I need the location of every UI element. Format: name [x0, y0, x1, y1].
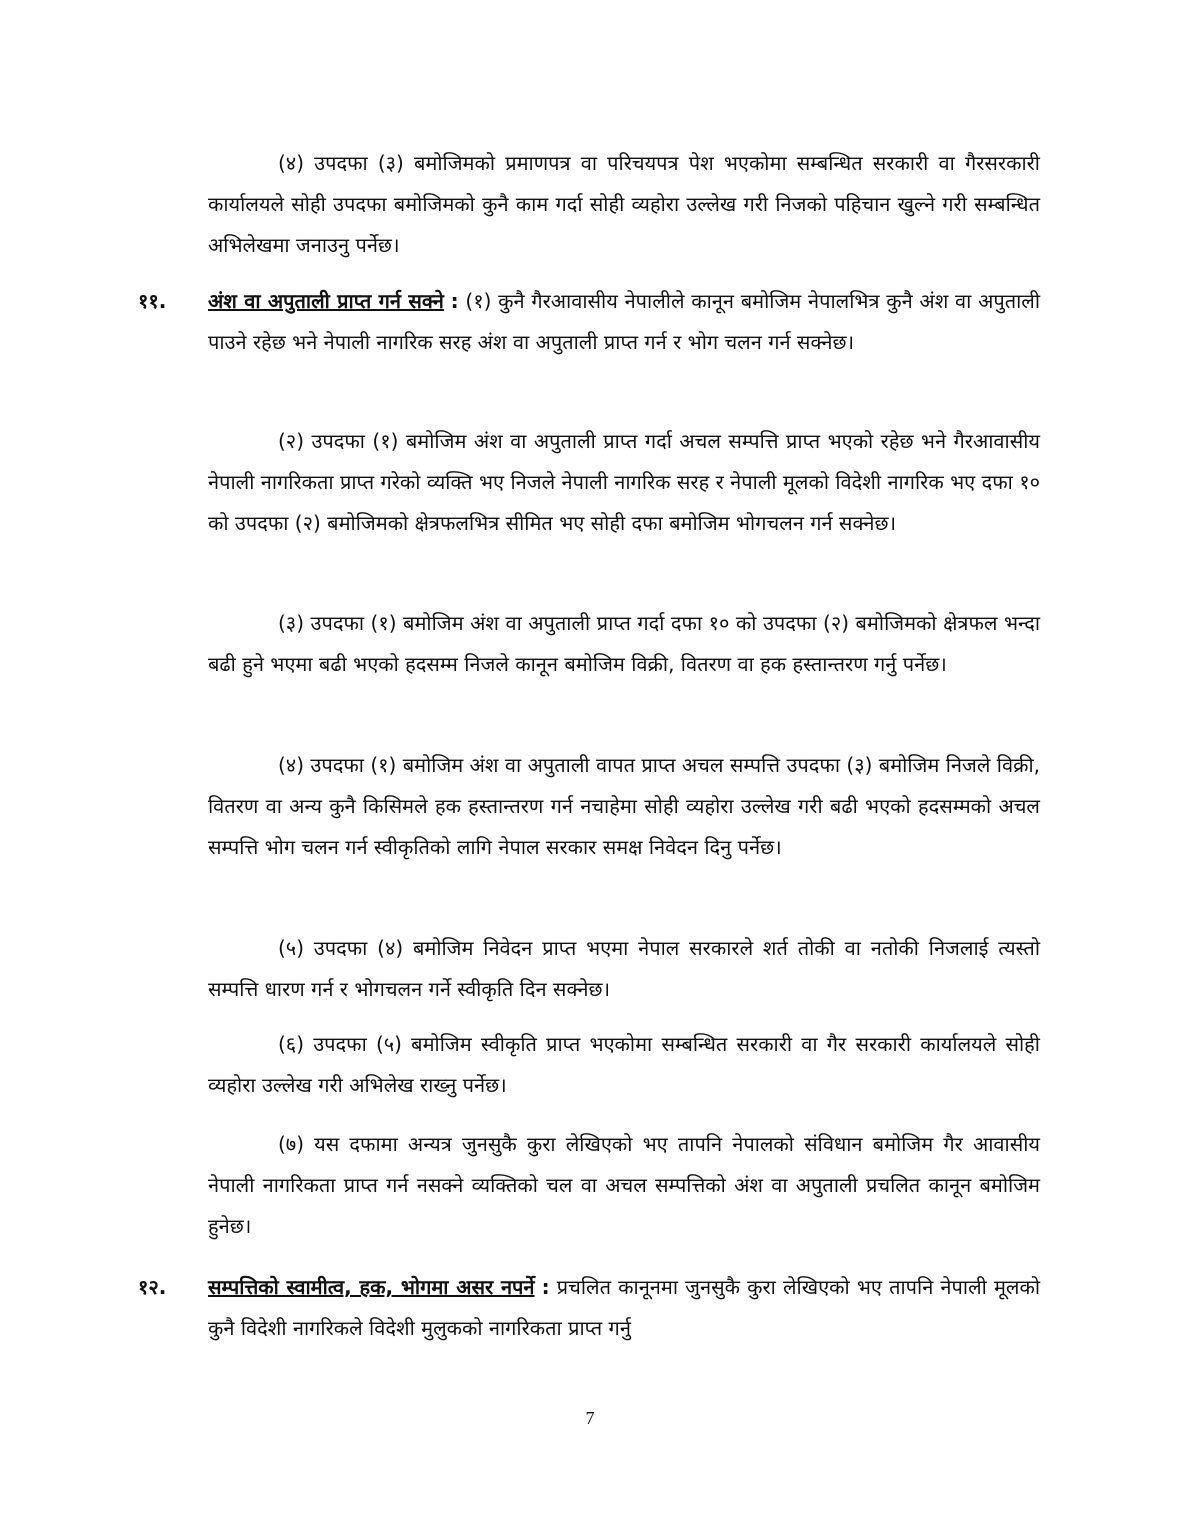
section-separator: : — [450, 289, 459, 313]
section-text: (१) कुनै गैरआवासीय नेपालीले कानून बमोजिम नेपालभित्र कुनै अंश वा अपुताली पाउने रहेछ भने नेपाली नागरिक सरह अंश वा अपुताली प्राप्त गर्न र भोग चलन गर्न सक्नेछ। — [208, 289, 1041, 354]
subsection-paragraph: (३) उपदफा (१) बमोजिम अंश वा अपुताली प्राप्त गर्दा दफा १० को उपदफा (२) बमोजिमको क्षेत्रफल भन्दा बढी हुने भएमा बढी भएको हदसम्म निजले कानून बमोजिम विक्री, वितरण वा हक हस्तान्तरण गर्नु पर्नेछ। — [208, 611, 1040, 676]
section-text: प्रचलित कानूनमा जुनसुकै कुरा लेखिएको भए तापनि नेपाली मूलको कुनै विदेशी नागरिकले विदेशी मुलुकको नागरिकता प्राप्त गर्नु — [208, 1275, 1041, 1340]
section-paragraph — [138, 281, 1041, 363]
subsection-paragraph: (५) उपदफा (४) बमोजिम निवेदन प्राप्त भएमा नेपाल सरकारले शर्त तोकी वा नतोकी निजलाई त्यस्तो सम्पत्ति धारण गर्न र भोगचलन गर्ने स्वीकृति दिन सक्नेछ। — [208, 936, 1040, 1001]
subsection-paragraph: (४) उपदफा (१) बमोजिम अंश वा अपुताली वापत प्राप्त अचल सम्पत्ति उपदफा (३) बमोजिम निजले विक्री, वितरण वा अन्य कुनै किसिमले हक हस्तान्तरण गर्न नचाहेमा सोही व्यहोरा उल्लेख गरी बढी भएको हदसम्मको अचल सम्पत्ति भोग चलन गर्न स्वीकृतिको लागि नेपाल सरकार समक्ष निवेदन दिनु पर्नेछ। — [208, 753, 1040, 859]
section-number: ११. — [138, 289, 167, 313]
section-number: १२. — [138, 1275, 167, 1299]
subsection-paragraph: (४) उपदफा (३) बमोजिमको प्रमाणपत्र वा परिचयपत्र पेश भएकोमा सम्बन्धित सरकारी वा गैरसरकारी कार्यालयले सोही उपदफा बमोजिमको कुनै काम गर्दा सोही व्यहोरा उल्लेख गरी निजको पहिचान खुल्ने गरी सम्बन्धित अभिलेखमा जनाउनु पर्नेछ। — [208, 151, 1040, 257]
section-separator: : — [541, 1275, 550, 1299]
subsection-paragraph: (६) उपदफा (५) बमोजिम स्वीकृति प्राप्त भएकोमा सम्बन्धित सरकारी वा गैर सरकारी कार्यालयले सोही व्यहोरा उल्लेख गरी अभिलेख राख्नु पर्नेछ। — [208, 1032, 1040, 1097]
page-number: 7 — [585, 1408, 595, 1428]
subsection-paragraph: (२) उपदफा (१) बमोजिम अंश वा अपुताली प्राप्त गर्दा अचल सम्पत्ति प्राप्त भएको रहेछ भने गैरआवासीय नेपाली नागरिकता प्राप्त गरेको व्यक्ति भए निजले नेपाली नागरिक सरह र नेपाली मूलको विदेशी नागरिक भए दफा १० को उपदफा (२) बमोजिमको क्षेत्रफलभित्र सीमित भए सोही दफा बमोजिम भोगचलन गर्न सक्नेछ। — [208, 429, 1040, 535]
section-title: अंश वा अपुताली प्राप्त गर्न सक्ने — [208, 289, 444, 313]
section-title: सम्पत्तिको स्वामीत्व, हक, भोगमा असर नपर्ने — [208, 1275, 535, 1299]
subsection-paragraph: (७) यस दफामा अन्यत्र जुनसुकै कुरा लेखिएको भए तापनि नेपालको संविधान बमोजिम गैर आवासीय नेपाली नागरिकता प्राप्त गर्न नसक्ने व्यक्तिको चल वा अचल सम्पत्तिको अंश वा अपुताली प्रचलित कानून बमोजिम हुनेछ। — [208, 1132, 1040, 1238]
section-paragraph — [138, 1267, 1041, 1349]
